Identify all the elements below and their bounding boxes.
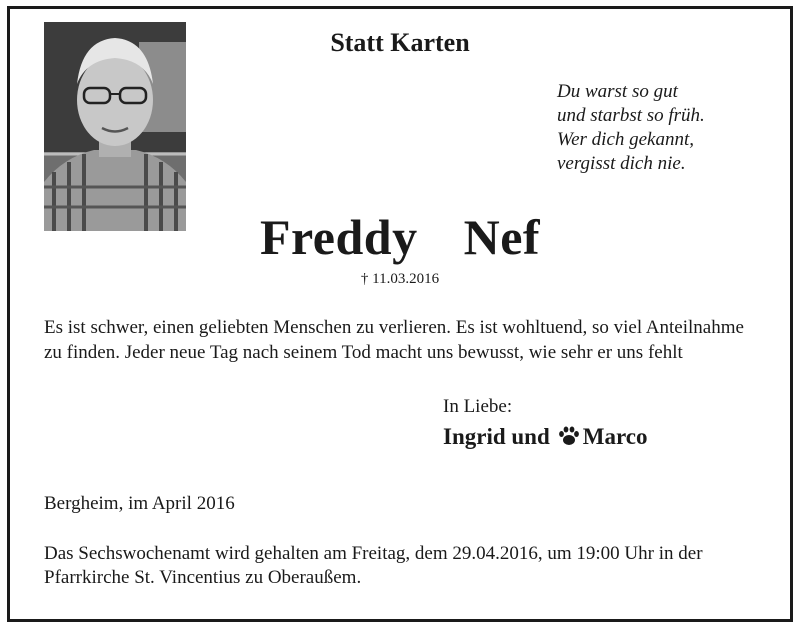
portrait-image	[44, 22, 186, 231]
mourner-name-ingrid: Ingrid und	[443, 424, 550, 449]
memorial-poem	[557, 80, 705, 176]
portrait-photo	[44, 22, 186, 231]
paw-icon	[558, 426, 580, 452]
in-love-label: In Liebe:	[443, 396, 513, 417]
deceased-name: Freddy Nef	[259, 209, 541, 265]
place-and-date: Bergheim, im April 2016	[44, 493, 235, 514]
memorial-service-notice: Das Sechswochenamt wird gehalten am Freitag, dem 29.04.2016, um 19:00 Uhr in der Pfarrkirche St. Vincentius zu Oberaußem.	[44, 543, 703, 588]
death-date: † 11.03.2016	[360, 271, 440, 287]
poem-line: Du warst so gut	[557, 81, 678, 102]
poem-line: Wer dich gekannt,	[557, 129, 695, 150]
poem-line: und starbst so früh.	[557, 105, 705, 126]
mourner-names	[443, 424, 647, 452]
mourner-name-marco: Marco	[582, 424, 648, 449]
poem-line: vergisst dich nie.	[557, 153, 686, 174]
heading-statt-karten: Statt Karten	[330, 28, 470, 57]
condolence-message: Es ist schwer, einen geliebten Menschen zu verlieren. Es ist wohltuend, so viel Anteilnahme zu finden. Jeder neue Tag nach seinem Tod macht uns bewusst, wie sehr er uns fehlt	[44, 317, 744, 363]
